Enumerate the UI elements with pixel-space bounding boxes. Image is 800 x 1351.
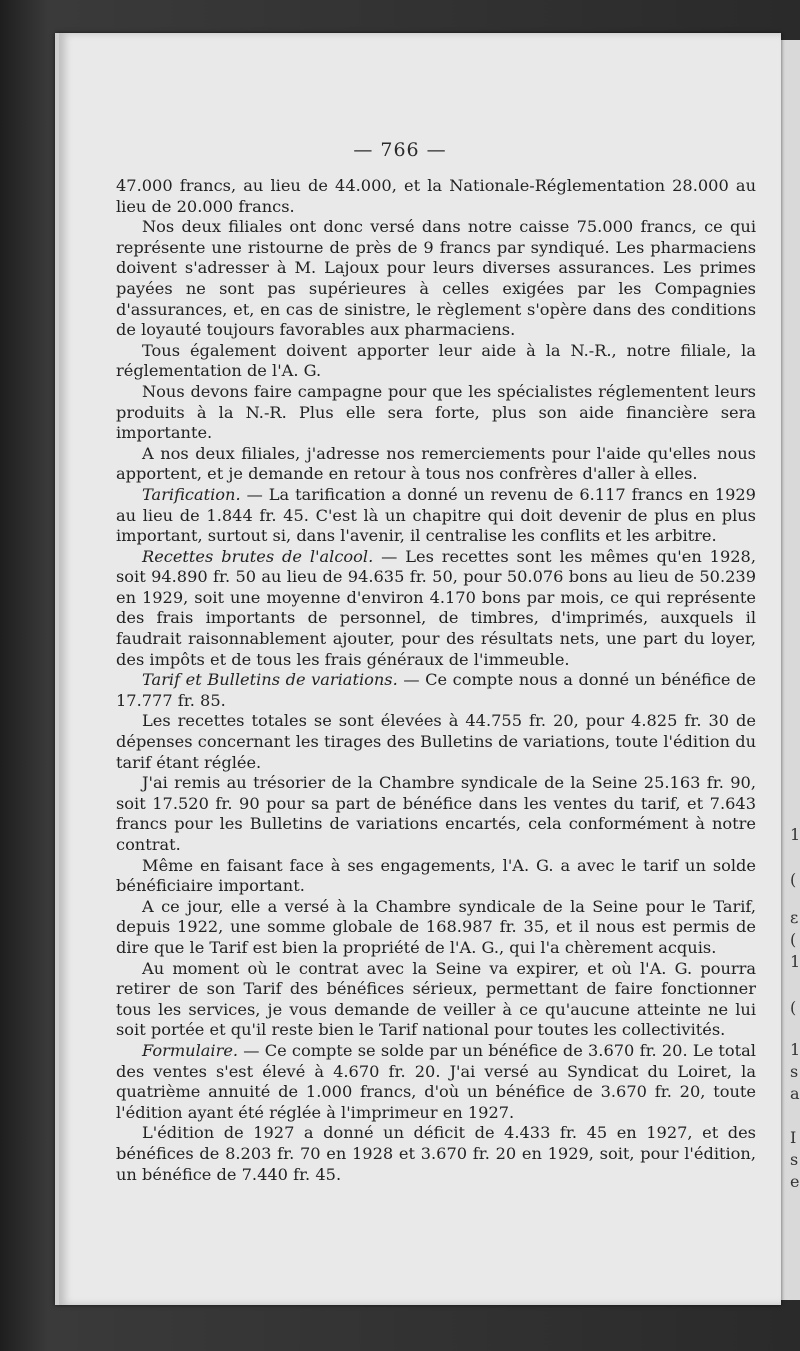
edge-letter: ε [790,908,799,927]
edge-letter: a [790,1084,800,1103]
edge-letter: ( [790,870,797,889]
paragraph: Nos deux filiales ont donc versé dans notre caisse 75.000 francs, ce qui représente une ristourne de près de 9 francs par syndiqué. Les pharmaciens doivent s'adresser à M. Lajoux pour leurs diverses assurances. Les primes payées ne sont pas supérieures à celles exigées par les Compagnies d'assurances, et, en cas de sinistre, le règlement s'opère dans des conditions de loyauté toujours favorables aux pharmaciens. [116,217,756,340]
paragraph-recettes-alcool: Recettes brutes de l'alcool. — Les recettes sont les mêmes qu'en 1928, soit 94.890 fr. 50 au lieu de 94.635 fr. 50, pour 50.076 bons au lieu de 50.239 en 1929, soit une moyenne d'environ 4.170 bons par mois, ce qui représente des frais importants de personnel, de timbres, d'imprimés, auxquels il faudrait raisonnablement ajouter, pour des résultats nets, une part du loyer, des impôts et de tous les frais généraux de l'immeuble. [116,546,756,669]
paragraph: Nous devons faire campagne pour que les spécialistes réglementent leurs produits à la N.-R. Plus elle sera forte, plus son aide financière sera importante. [116,381,756,443]
paragraph-tarification: Tarification. — La tarification a donné un revenu de 6.117 francs en 1929 au lieu de 1.844 fr. 45. C'est là un chapitre qui doit devenir de plus en plus important, surtout si, dans l'avenir, il centralise les conflits et les arbitre. [116,484,756,546]
page-number: — 766 — [353,139,447,161]
section-heading: Tarif et Bulletins de variations. [142,670,398,690]
paragraph: A ce jour, elle a versé à la Chambre syndicale de la Seine pour le Tarif, depuis 1922, une somme globale de 168.987 fr. 35, et il nous est permis de dire que le Tarif est bien la propriété de l'A. G., qui l'a chèrement acquis. [116,896,756,957]
edge-letter: e [790,1172,800,1191]
edge-letter: 1 [790,1040,800,1059]
edge-letter: I [790,1128,797,1147]
section-heading: Formulaire. [142,1040,239,1060]
paragraph: J'ai remis au trésorier de la Chambre syndicale de la Seine 25.163 fr. 90, soit 17.520 fr. 90 pour sa part de bénéfice dans les ventes du tarif, et 7.643 francs pour les Bulletins de variations encartés, cela conformément à notre contrat. [116,773,756,854]
section-heading: Tarification. [142,484,241,504]
edge-letter: 1 [790,952,800,971]
paragraph-tarif-bulletins: Tarif et Bulletins de variations. — Ce compte nous a donné un bénéfice de 17.777 fr. 85. [116,670,756,710]
paragraph: 47.000 francs, au lieu de 44.000, et la Nationale-Réglementation 28.000 au lieu de 20.000 francs. [116,176,756,216]
edge-letter: ( [790,998,797,1017]
edge-letter: s [790,1062,799,1081]
paragraph: L'édition de 1927 a donné un déficit de 4.433 fr. 45 en 1927, et des bénéfices de 8.203 fr. 70 en 1928 et 3.670 fr. 20 en 1929, soit, pour l'édition, un bénéfice de 7.440 fr. 45. [116,1123,756,1184]
paragraph: A nos deux filiales, j'adresse nos remerciements pour l'aide qu'elles nous apportent, et je demande en retour à tous nos confrères d'aller à elles. [116,443,756,484]
paragraph: Tous également doivent apporter leur aide à la N.-R., notre filiale, la réglementation de l'A. G. [116,340,756,381]
section-heading: Recettes brutes de l'alcool. [142,546,374,566]
paragraph-formulaire: Formulaire. — Ce compte se solde par un bénéfice de 3.670 fr. 20. Le total des ventes s'est élevé à 4.670 fr. 20. J'ai versé au Syndicat du Loiret, la quatrième annuité de 1.000 francs, d'où un bénéfice de 3.670 fr. 20, toute l'édition ayant été réglée à l'imprimeur en 1927. [116,1040,756,1122]
paragraph: Les recettes totales se sont élevées à 44.755 fr. 20, pour 4.825 fr. 30 de dépenses concernant les tirages des Bulletins de variations, toute l'édition du tarif étant réglée. [116,711,756,772]
body-text [116,176,756,1185]
edge-letter: ( [790,930,797,949]
edge-letter: s [790,1150,799,1169]
edge-letter: 1 [790,825,800,844]
paragraph: Au moment où le contrat avec la Seine va expirer, et où l'A. G. pourra retirer de son Tarif des bénéfices sérieux, permettant de faire fonctionner tous les services, je vous demande de veiller à ce qu'aucune atteinte ne lui soit portée et qu'il reste bien le Tarif national pour toutes les collectivités. [116,958,756,1040]
paragraph: Même en faisant face à ses engagements, l'A. G. a avec le tarif un solde bénéficiaire important. [116,855,756,896]
